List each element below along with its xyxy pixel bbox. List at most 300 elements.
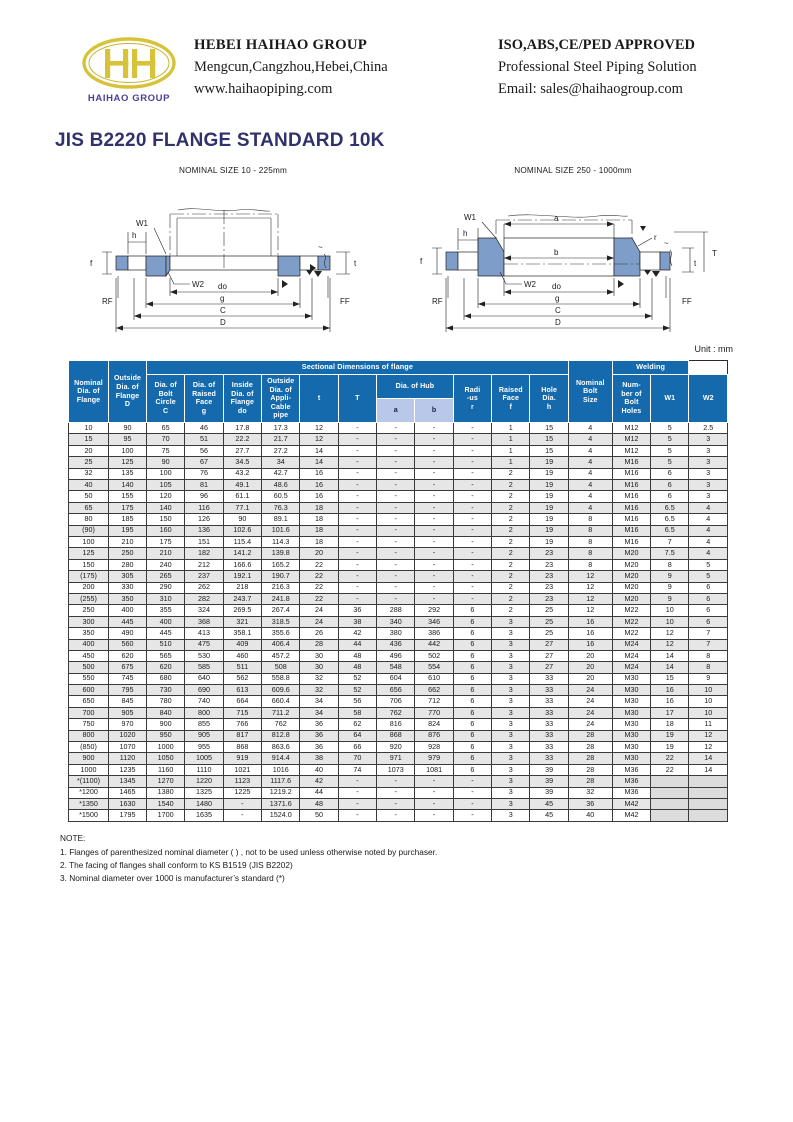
cell-raised_face_f: 3 [492, 662, 530, 673]
cell-nominal: *(1100) [69, 776, 109, 787]
cell-nominal: 10 [69, 423, 109, 434]
table-row [69, 423, 728, 434]
cell-raised_face_g: 475 [185, 639, 223, 650]
cell-pipe_od: 34 [262, 457, 300, 468]
cell-raised_face_f: 3 [492, 798, 530, 809]
cell-radius_r: 6 [453, 696, 491, 707]
cell-outside_d: 845 [109, 696, 147, 707]
cell-w2: 4 [689, 502, 728, 513]
table-row [69, 719, 728, 730]
cell-hole_dia_h: 15 [530, 434, 568, 445]
certification-email: Email: sales@haihaogroup.com [498, 81, 683, 97]
cell-raised_face_g: 690 [185, 685, 223, 696]
cell-hole_dia_h: 45 [530, 810, 568, 821]
logo-wordmark: HAIHAO GROUP [87, 93, 171, 104]
cell-hub_a: 656 [377, 685, 415, 696]
cell-w1: 14 [651, 662, 689, 673]
cell-t: 40 [300, 764, 338, 775]
cell-nominal: 80 [69, 514, 109, 525]
cell-bolt_circle_c: 70 [147, 434, 185, 445]
cell-nominal: 50 [69, 491, 109, 502]
cell-w2: 4 [689, 548, 728, 559]
cell-bolt_holes: 8 [568, 559, 612, 570]
cell-pipe_od: 60.5 [262, 491, 300, 502]
flange-drawing-large-sizes [408, 166, 738, 342]
cell-raised_face_g: 262 [185, 582, 223, 593]
table-row [69, 776, 728, 787]
cell-nominal: 125 [69, 548, 109, 559]
cell-bolt_size: M16 [612, 491, 650, 502]
cell-raised_face_g: 182 [185, 548, 223, 559]
cell-hole_dia_h: 23 [530, 582, 568, 593]
cell-raised_face_g: 1005 [185, 753, 223, 764]
cell-bolt_size: M16 [612, 537, 650, 548]
cell-bolt_circle_c: 310 [147, 593, 185, 604]
cell-bolt_holes: 8 [568, 514, 612, 525]
cell-hub_a: 548 [377, 662, 415, 673]
cell-T: - [338, 434, 376, 445]
cell-raised_face_f: 1 [492, 457, 530, 468]
cell-hub_a: 920 [377, 742, 415, 753]
note-item-1: 1. Flanges of parenthesized nominal diameter ( ) , not to be used unless otherwise noted by purchaser. [60, 846, 438, 857]
cell-bolt_size: M20 [612, 559, 650, 570]
cell-w1: 12 [651, 628, 689, 639]
cell-w2: 7 [689, 628, 728, 639]
cell-raised_face_g: 237 [185, 571, 223, 582]
cell-radius_r: 6 [453, 650, 491, 661]
cell-w2: 4 [689, 525, 728, 536]
cell-hub_a: - [377, 514, 415, 525]
cell-hole_dia_h: 23 [530, 593, 568, 604]
cell-t: 34 [300, 707, 338, 718]
cell-w1: 10 [651, 605, 689, 616]
cell-hole_dia_h: 19 [530, 480, 568, 491]
logo-mark [79, 36, 179, 90]
cell-pipe_od: 216.3 [262, 582, 300, 593]
cell-outside_d: 195 [109, 525, 147, 536]
cell-nominal: 350 [69, 628, 109, 639]
cell-inside_do: 817 [223, 730, 261, 741]
cell-inside_do: 61.1 [223, 491, 261, 502]
cell-hub_b: - [415, 559, 453, 570]
cell-pipe_od: 42.7 [262, 468, 300, 479]
cell-bolt_size: M16 [612, 525, 650, 536]
cell-w1: 15 [651, 673, 689, 684]
flange-dimensions-table [68, 360, 728, 822]
cell-w2: 3 [689, 491, 728, 502]
cell-T: - [338, 559, 376, 570]
cell-radius_r: - [453, 798, 491, 809]
cell-hub_a: 971 [377, 753, 415, 764]
cell-bolt_holes: 12 [568, 571, 612, 582]
cell-T: 64 [338, 730, 376, 741]
cell-bolt_circle_c: 1700 [147, 810, 185, 821]
cell-inside_do: 166.6 [223, 559, 261, 570]
cell-bolt_circle_c: 120 [147, 491, 185, 502]
cell-outside_d: 350 [109, 593, 147, 604]
cell-T: 48 [338, 650, 376, 661]
cell-nominal: 32 [69, 468, 109, 479]
cell-pipe_od: 711.2 [262, 707, 300, 718]
cell-raised_face_g: 640 [185, 673, 223, 684]
cell-radius_r: 6 [453, 707, 491, 718]
cell-bolt_circle_c: 1270 [147, 776, 185, 787]
cell-raised_face_g: 212 [185, 559, 223, 570]
cell-t: 28 [300, 639, 338, 650]
company-info [188, 32, 488, 100]
cell-bolt_size: M30 [612, 753, 650, 764]
cell-pipe_od: 101.6 [262, 525, 300, 536]
cell-inside_do: 613 [223, 685, 261, 696]
cell-hole_dia_h: 19 [530, 491, 568, 502]
cell-hole_dia_h: 27 [530, 650, 568, 661]
cell-w2: 3 [689, 480, 728, 491]
cell-raised_face_g: 800 [185, 707, 223, 718]
cell-bolt_size: M16 [612, 502, 650, 513]
cell-inside_do: 115.4 [223, 537, 261, 548]
cell-raised_face_f: 2 [492, 582, 530, 593]
col-head-raised-face-g: Dia. of Raised Face g [185, 374, 223, 422]
table-head [69, 361, 728, 423]
col-head-w1: W1 [651, 374, 689, 422]
svg-text:do: do [218, 282, 227, 291]
svg-text:b: b [554, 248, 559, 257]
svg-text:C: C [555, 306, 561, 315]
cell-w1: 8 [651, 559, 689, 570]
cell-nominal: 800 [69, 730, 109, 741]
cell-w1: 6 [651, 480, 689, 491]
cell-t: 18 [300, 502, 338, 513]
cell-raised_face_g: 1325 [185, 787, 223, 798]
cell-outside_d: 330 [109, 582, 147, 593]
cell-w2 [689, 787, 728, 798]
cell-hole_dia_h: 33 [530, 685, 568, 696]
cell-pipe_od: 241.8 [262, 593, 300, 604]
table-row [69, 514, 728, 525]
svg-text:do: do [552, 282, 561, 291]
cell-w2: 3 [689, 468, 728, 479]
cell-w2 [689, 776, 728, 787]
cell-bolt_size: M22 [612, 616, 650, 627]
cell-pipe_od: 457.2 [262, 650, 300, 661]
cell-bolt_size: M12 [612, 423, 650, 434]
cell-outside_d: 1345 [109, 776, 147, 787]
cell-hub_b: 712 [415, 696, 453, 707]
svg-text:~: ~ [664, 239, 669, 248]
cell-w2: 3 [689, 457, 728, 468]
cell-w1: 5 [651, 434, 689, 445]
cell-T: - [338, 548, 376, 559]
cell-bolt_size: M16 [612, 514, 650, 525]
cell-w1: 19 [651, 730, 689, 741]
cell-inside_do: 34.5 [223, 457, 261, 468]
cell-bolt_size: M30 [612, 719, 650, 730]
cell-outside_d: 175 [109, 502, 147, 513]
cell-hub_b: - [415, 434, 453, 445]
cell-w2: 8 [689, 650, 728, 661]
cell-w1: 9 [651, 593, 689, 604]
table-row [69, 628, 728, 639]
cell-nominal: 600 [69, 685, 109, 696]
cell-nominal: (850) [69, 742, 109, 753]
cell-hole_dia_h: 19 [530, 502, 568, 513]
cell-T: - [338, 525, 376, 536]
cell-raised_face_g: 56 [185, 445, 223, 456]
cell-outside_d: 675 [109, 662, 147, 673]
cell-bolt_size: M24 [612, 639, 650, 650]
cell-T: - [338, 423, 376, 434]
company-logo [70, 32, 188, 104]
cell-inside_do: 49.1 [223, 480, 261, 491]
cell-nominal: (90) [69, 525, 109, 536]
cell-bolt_holes: 28 [568, 776, 612, 787]
cell-hub_a: - [377, 559, 415, 570]
cell-bolt_size: M16 [612, 468, 650, 479]
cell-pipe_od: 1371.6 [262, 798, 300, 809]
cell-T: 56 [338, 696, 376, 707]
svg-text:C: C [220, 306, 226, 315]
svg-text:h: h [463, 229, 468, 238]
cell-bolt_circle_c: 265 [147, 571, 185, 582]
cell-outside_d: 970 [109, 719, 147, 730]
table-row [69, 457, 728, 468]
svg-text:RF: RF [432, 297, 443, 306]
cell-bolt_size: M30 [612, 707, 650, 718]
cell-inside_do: 243.7 [223, 593, 261, 604]
cell-bolt_holes: 4 [568, 457, 612, 468]
cell-radius_r: - [453, 582, 491, 593]
cell-radius_r: 6 [453, 673, 491, 684]
cell-T: 48 [338, 662, 376, 673]
cell-w2: 5 [689, 559, 728, 570]
cell-raised_face_g: 413 [185, 628, 223, 639]
cell-outside_d: 1235 [109, 764, 147, 775]
cell-hub_b: 770 [415, 707, 453, 718]
col-head-t: t [300, 374, 338, 422]
cell-bolt_circle_c: 565 [147, 650, 185, 661]
table-row [69, 571, 728, 582]
cell-outside_d: 1630 [109, 798, 147, 809]
cell-bolt_size: M30 [612, 673, 650, 684]
cell-bolt_circle_c: 900 [147, 719, 185, 730]
table-row [69, 605, 728, 616]
cell-w2: 10 [689, 685, 728, 696]
cell-radius_r: - [453, 445, 491, 456]
cell-w1: 6.5 [651, 502, 689, 513]
cell-hub_a: 706 [377, 696, 415, 707]
table-row [69, 445, 728, 456]
table-row [69, 616, 728, 627]
cell-inside_do: 358.1 [223, 628, 261, 639]
cell-pipe_od: 17.3 [262, 423, 300, 434]
cell-raised_face_g: 76 [185, 468, 223, 479]
cell-pipe_od: 609.6 [262, 685, 300, 696]
cell-bolt_holes: 8 [568, 548, 612, 559]
cell-nominal: (175) [69, 571, 109, 582]
cell-hub_a: 762 [377, 707, 415, 718]
cell-hole_dia_h: 25 [530, 616, 568, 627]
table-row [69, 480, 728, 491]
svg-text:W1: W1 [136, 219, 148, 228]
cell-radius_r: - [453, 525, 491, 536]
cell-T: 52 [338, 685, 376, 696]
cell-T: - [338, 798, 376, 809]
cell-w2: 14 [689, 764, 728, 775]
cell-bolt_circle_c: 100 [147, 468, 185, 479]
table-row [69, 468, 728, 479]
cell-w1 [651, 798, 689, 809]
cell-nominal: 1000 [69, 764, 109, 775]
cell-radius_r: - [453, 548, 491, 559]
cell-hole_dia_h: 19 [530, 537, 568, 548]
cell-radius_r: - [453, 571, 491, 582]
cell-T: - [338, 491, 376, 502]
cell-inside_do: 27.7 [223, 445, 261, 456]
cell-bolt_holes: 12 [568, 593, 612, 604]
group-head-sectional: Sectional Dimensions of flange [147, 361, 569, 375]
cell-w1: 7 [651, 537, 689, 548]
cell-T: 66 [338, 742, 376, 753]
cell-pipe_od: 1219.2 [262, 787, 300, 798]
cell-w1: 19 [651, 742, 689, 753]
cell-bolt_holes: 4 [568, 434, 612, 445]
cell-t: 36 [300, 742, 338, 753]
cell-hub_a: - [377, 776, 415, 787]
cell-T: 52 [338, 673, 376, 684]
cell-radius_r: - [453, 810, 491, 821]
cell-outside_d: 745 [109, 673, 147, 684]
cell-inside_do: 141.2 [223, 548, 261, 559]
cell-nominal: 65 [69, 502, 109, 513]
cell-bolt_holes: 20 [568, 662, 612, 673]
cell-T: - [338, 537, 376, 548]
cell-bolt_circle_c: 1160 [147, 764, 185, 775]
cell-raised_face_g: 96 [185, 491, 223, 502]
cell-T: - [338, 480, 376, 491]
cell-raised_face_f: 2 [492, 571, 530, 582]
cell-radius_r: - [453, 468, 491, 479]
cell-t: 36 [300, 719, 338, 730]
cell-hub_b: - [415, 491, 453, 502]
cell-w1: 5 [651, 457, 689, 468]
cell-T: - [338, 445, 376, 456]
cell-radius_r: - [453, 457, 491, 468]
cell-inside_do: 511 [223, 662, 261, 673]
cell-raised_face_g: 1220 [185, 776, 223, 787]
cell-t: 44 [300, 787, 338, 798]
cell-bolt_holes: 20 [568, 673, 612, 684]
cell-t: 16 [300, 480, 338, 491]
cell-w1: 6.5 [651, 514, 689, 525]
cell-w2: 4 [689, 514, 728, 525]
cell-bolt_circle_c: 290 [147, 582, 185, 593]
cell-hole_dia_h: 39 [530, 764, 568, 775]
svg-text:t: t [354, 259, 357, 268]
cell-bolt_holes: 28 [568, 753, 612, 764]
cell-T: 44 [338, 639, 376, 650]
cell-hub_b: 502 [415, 650, 453, 661]
cell-T: - [338, 502, 376, 513]
cell-t: 18 [300, 537, 338, 548]
cell-raised_face_g: 51 [185, 434, 223, 445]
company-name: HEBEI HAIHAO GROUP [194, 37, 367, 53]
cell-hole_dia_h: 19 [530, 457, 568, 468]
cell-raised_face_g: 151 [185, 537, 223, 548]
cell-bolt_size: M36 [612, 787, 650, 798]
cell-pipe_od: 21.7 [262, 434, 300, 445]
cell-bolt_size: M30 [612, 685, 650, 696]
cell-bolt_circle_c: 400 [147, 616, 185, 627]
svg-text:g: g [220, 294, 225, 303]
table-row [69, 491, 728, 502]
cell-outside_d: 400 [109, 605, 147, 616]
cell-T: - [338, 582, 376, 593]
cell-raised_face_g: 282 [185, 593, 223, 604]
cell-bolt_holes: 12 [568, 605, 612, 616]
cell-raised_face_g: 905 [185, 730, 223, 741]
cell-bolt_holes: 16 [568, 628, 612, 639]
cell-inside_do: 43.2 [223, 468, 261, 479]
cell-raised_face_g: 585 [185, 662, 223, 673]
cell-pipe_od: 318.5 [262, 616, 300, 627]
cell-bolt_size: M22 [612, 605, 650, 616]
cell-w1: 16 [651, 685, 689, 696]
cell-w2: 4 [689, 537, 728, 548]
cell-hub_a: - [377, 571, 415, 582]
table-body [69, 423, 728, 822]
cell-T: 38 [338, 616, 376, 627]
notes-section [60, 832, 793, 886]
cell-hole_dia_h: 33 [530, 742, 568, 753]
svg-text:t: t [694, 259, 697, 268]
cell-inside_do: 17.8 [223, 423, 261, 434]
cell-pipe_od: 812.8 [262, 730, 300, 741]
cell-t: 18 [300, 514, 338, 525]
table-row [69, 525, 728, 536]
cell-bolt_circle_c: 445 [147, 628, 185, 639]
cell-t: 36 [300, 730, 338, 741]
cell-nominal: *1200 [69, 787, 109, 798]
col-head-bolt-circle: Dia. of Bolt Circle C [147, 374, 185, 422]
col-head-pipe-od: Outside Dia. of Appli- Cable pipe [262, 374, 300, 422]
cell-hub_a: - [377, 423, 415, 434]
cell-pipe_od: 89.1 [262, 514, 300, 525]
cell-outside_d: 140 [109, 480, 147, 491]
cell-raised_face_g: 324 [185, 605, 223, 616]
cell-nominal: 400 [69, 639, 109, 650]
cell-bolt_holes: 28 [568, 730, 612, 741]
cell-raised_face_f: 3 [492, 742, 530, 753]
cell-w1: 22 [651, 764, 689, 775]
svg-text:D: D [220, 318, 226, 327]
cell-w1: 17 [651, 707, 689, 718]
cell-inside_do: 919 [223, 753, 261, 764]
cell-hub_b: - [415, 445, 453, 456]
cell-bolt_size: M12 [612, 434, 650, 445]
cell-bolt_size: M20 [612, 593, 650, 604]
cell-w1: 18 [651, 719, 689, 730]
cell-t: 42 [300, 776, 338, 787]
cell-t: 34 [300, 696, 338, 707]
cell-radius_r: 6 [453, 616, 491, 627]
cell-outside_d: 445 [109, 616, 147, 627]
company-website: www.haihaopiping.com [194, 81, 333, 97]
cell-outside_d: 185 [109, 514, 147, 525]
svg-text:W2: W2 [192, 280, 204, 289]
svg-text:FF: FF [340, 297, 350, 306]
cell-hub_a: - [377, 445, 415, 456]
cell-outside_d: 250 [109, 548, 147, 559]
